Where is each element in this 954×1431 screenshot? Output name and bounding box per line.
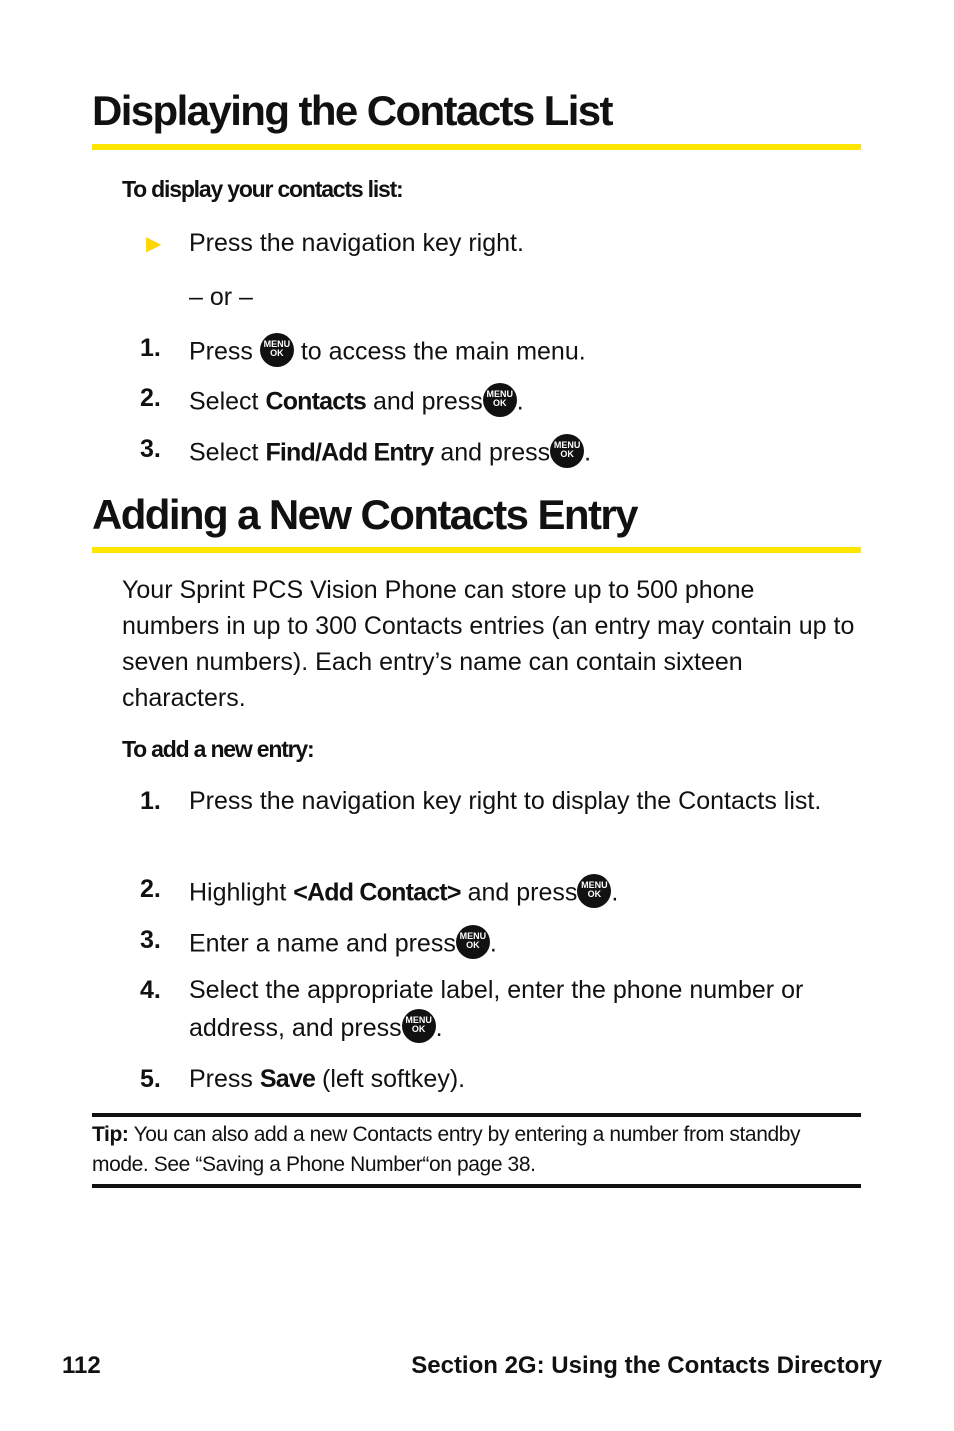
step-1-text bbox=[189, 336, 586, 370]
step-number: 2. bbox=[140, 384, 161, 412]
title-underline bbox=[92, 547, 861, 553]
menu-ok-key-icon: MENU OK bbox=[402, 1009, 436, 1043]
step-number: 4. bbox=[140, 976, 161, 1004]
step-number: 1. bbox=[140, 787, 161, 815]
add-step-2: Highlight <Add Contact> and press MENU OK . bbox=[189, 877, 618, 911]
menu-ok-key-icon: MENU OK bbox=[456, 925, 490, 959]
step-number: 2. bbox=[140, 875, 161, 903]
add-step-1: Press the navigation key right to display the Contacts list. bbox=[189, 787, 822, 815]
tip-box bbox=[92, 1120, 861, 1180]
subheading-display: To display your contacts list: bbox=[122, 176, 403, 202]
title-underline bbox=[92, 144, 861, 150]
bold-term: Contacts bbox=[265, 387, 366, 416]
tip-top-rule bbox=[92, 1113, 861, 1117]
tip-bottom-rule bbox=[92, 1184, 861, 1188]
menu-ok-key-icon: MENU OK bbox=[577, 874, 611, 908]
step-text: Press bbox=[189, 337, 253, 366]
bold-term: Find/Add Entry bbox=[265, 438, 434, 467]
add-step-5: Press Save (left softkey). bbox=[189, 1065, 466, 1093]
bullet-text: Press the navigation key right. bbox=[189, 229, 524, 257]
section-title-displaying: Displaying the Contacts List bbox=[92, 87, 612, 134]
menu-ok-key-icon: MENU OK bbox=[483, 383, 517, 417]
intro-paragraph: Your Sprint PCS Vision Phone can store up to 500 phone numbers in up to 300 Contacts entries (an entry may contain up to seven numbers). Each entry’s name can contain sixteen characters. bbox=[122, 576, 855, 712]
tip-text: You can also add a new Contacts entry by entering a number from standby mode. See “Saving a Phone Number“on page 38. bbox=[92, 1123, 801, 1176]
step-3-text: Select Find/Add Entry and press MENU OK . bbox=[189, 437, 591, 471]
step-2-text: Select Contacts and press MENU OK . bbox=[189, 386, 524, 420]
bullet-arrow-icon: ▶ bbox=[146, 233, 162, 255]
page-number: 112 bbox=[62, 1352, 101, 1379]
menu-ok-key-icon: MENU OK bbox=[260, 333, 294, 367]
or-separator: – or – bbox=[189, 283, 253, 311]
step-number: 3. bbox=[140, 435, 161, 463]
step-text: to access the main menu. bbox=[300, 337, 586, 366]
bold-term: <Add Contact> bbox=[293, 878, 461, 907]
step-number: 1. bbox=[140, 334, 161, 362]
tip-label: Tip: bbox=[92, 1123, 129, 1146]
add-step-4: Select the appropriate label, enter the phone number or address, and press MENU OK . bbox=[189, 976, 804, 1042]
section-title-adding: Adding a New Contacts Entry bbox=[92, 491, 637, 538]
section-footer: Section 2G: Using the Contacts Directory bbox=[411, 1352, 882, 1379]
menu-ok-key-icon: MENU OK bbox=[550, 434, 584, 468]
bold-term: Save bbox=[259, 1065, 316, 1093]
step-number: 5. bbox=[140, 1065, 161, 1093]
subheading-add: To add a new entry: bbox=[122, 736, 314, 762]
step-number: 3. bbox=[140, 926, 161, 954]
add-step-3: Enter a name and press MENU OK . bbox=[189, 928, 497, 962]
